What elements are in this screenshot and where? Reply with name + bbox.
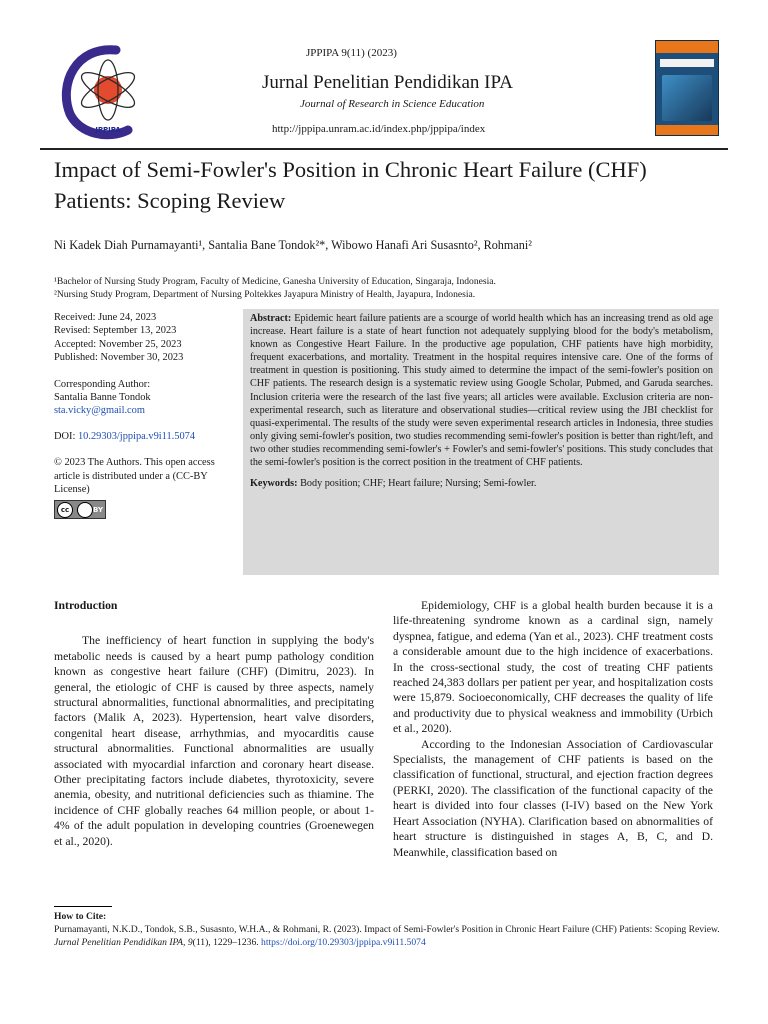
footnote-divider <box>54 906 112 907</box>
affiliation-1: ¹Bachelor of Nursing Study Program, Faculty of Medicine, Ganesha University of Education, Singaraja, Indonesia. <box>54 276 496 287</box>
journal-subtitle: Journal of Research in Science Education <box>300 98 485 110</box>
accepted-date: Accepted: November 25, 2023 <box>54 338 182 350</box>
license-text: © 2023 The Authors. This open access article is distributed under a (CC-BY License) <box>54 457 215 496</box>
journal-issue: JPPIPA 9(11) (2023) <box>306 47 397 59</box>
keywords-label: Keywords: <box>250 478 298 490</box>
logo-text: JPPIPA <box>95 126 121 134</box>
doi-line <box>54 430 234 443</box>
cover-title-band <box>660 59 714 67</box>
cite-doi-link[interactable]: https://doi.org/10.29303/jppipa.v9i11.5074 <box>261 937 426 948</box>
corresponding-email[interactable]: sta.vicky@gmail.com <box>54 405 145 417</box>
journal-url[interactable]: http://jppipa.unram.ac.id/index.php/jppipa/index <box>272 123 486 135</box>
section-heading-introduction: Introduction <box>54 599 118 612</box>
published-date: Published: November 30, 2023 <box>54 352 184 364</box>
affiliation-2: ²Nursing Study Program, Department of Nursing Poltekkes Jayapura Ministry of Health, Jayapura, Indonesia. <box>54 289 476 300</box>
body-paragraph: The inefficiency of heart function in supplying the body's metabolic needs is caused by a heart pump pathology condition known as congestive heart failure (CHF) (Dimitru, 2023). In general, the etiologic of CHF is caused by three aspects, namely structural abnormalities, functional abnormalities, and precipitating factors (Malik A, 2023). Hypertension, heart valve disorders, congenital heart disease, arrhythmias, and myocarditis cause structural abnormalities. Functional abnormalities are usually associated with myocardial infarction and coronary heart disease. Other precipitating factors include diabetes, thyrotoxicity, severe anemia, obesity, and nutritional deficiencies such as thiamine. The incidence of CHF globally reaches 64 million people, or about 1-4% of the adult population in developing countries (Groenewegen et al., 2020). <box>54 634 374 848</box>
corresponding-name: Santalia Banne Tondok <box>54 392 151 404</box>
article-authors: Ni Kadek Diah Purnamayanti¹, Santalia Bane Tondok²*, Wibowo Hanafi Ari Susasnto², Rohmani² <box>54 238 532 252</box>
cite-label: How to Cite: <box>54 911 107 922</box>
cite-journal: Jurnal Penelitian Pendidikan IPA, 9 <box>54 937 193 948</box>
journal-name: Jurnal Penelitian Pendidikan IPA <box>262 72 514 93</box>
keywords-list: Body position; CHF; Heart failure; Nursing; Semi-fowler. <box>300 478 537 490</box>
body-paragraph: Epidemiology, CHF is a global health burden because it is a life-threatening syndrome known as a cardinal sign, namely dyspnea, fatigue, and edema (Yan et al., 2023). CHF treatment costs a considerable amount due to the high incidence of exacerbations. In the cross-sectional study, the cost of treating CHF patients reached 24,383 dollars per patient per year, and hospitalization costs were 15,879. Socioeconomically, CHF decreases the quality of life and productivity due to physical weakness and immobility (Urbich et al., 2020). <box>393 599 713 736</box>
received-date: Received: June 24, 2023 <box>54 312 157 323</box>
abstract-body: Epidemic heart failure patients are a scourge of world health which has an increasing trend as old age increase. Heart failure is a state of heart function not adequately supplying blood for the body's metabolism, known as Congestive Heart Failure. In the productive age population, CHF patients have high morbidity, frequent exacerbations, and mortality. Treatment in the hospital requires intensive care. One of the forms of treatment in question is positioning. This study aimed to determine the impact of the semi-fowler's position on CHF patients. The research design is a systematic review using Google Scholar, Pubmed, and Garuda searches. Inclusion criteria were the research of the last five years; all articles were available. Exclusion criteria are non-experimental research, such as literature and observational studies—critical review using the JBI checklist for quasi-experimental. The results of the study were seven experimental research articles in Indonesia, three studies only giving semi-fowler's position, two studies recommending semi-fowler's position is better than right/left, and two other studies recommending semi-fowler's + Fowler's and semi-fowler's' positions. This study concludes that the semi-fowler's position is the correct position in the treatment of CHF patients. <box>250 313 713 469</box>
abstract-label: Abstract: <box>250 313 292 324</box>
body-column-right <box>393 598 713 860</box>
person-icon <box>77 502 93 518</box>
citation-footer <box>54 910 722 949</box>
abstract-text <box>250 312 713 469</box>
journal-header <box>0 0 768 150</box>
body-column-left <box>54 598 374 849</box>
cc-by-badge[interactable] <box>54 500 106 519</box>
article-title: Impact of Semi-Fowler's Position in Chronic Heart Failure (CHF) Patients: Scoping Review <box>54 157 647 213</box>
doi-link[interactable]: 10.29303/jppipa.v9i11.5074 <box>77 430 196 442</box>
article-info <box>54 311 234 524</box>
journal-cover-image <box>655 40 719 136</box>
by-label: BY <box>93 506 104 515</box>
revised-date: Revised: September 13, 2023 <box>54 325 177 337</box>
cc-icon: cc <box>57 502 73 518</box>
cite-text: Purnamayanti, N.K.D., Tondok, S.B., Susasnto, W.H.A., & Rohmani, R. (2023). Impact of Semi-Fowler's Position in Chronic Heart Failure (CHF) Patients: Scoping Review. Jurnal Penelitian Pendidikan IPA, 9(11), 1229–1236. https://doi.org/10.29303/jppipa.v9i11.5074 <box>54 924 720 948</box>
doi-label: DOI: <box>54 430 78 442</box>
body-paragraph: According to the Indonesian Association of Cardiovascular Specialists, the management of CHF patients is based on the classification of functional, structural, and ejection fraction degrees (PERKI, 2020). The classification of the functional capacity of the heart is divided into four classes (I-IV) based on the New York Heart Association (NYHA). Clarification based on abnormalities of heart structure is distinguished in stages A, B, C, and D. Meanwhile, classification based on <box>393 737 713 859</box>
abstract-box <box>243 309 719 575</box>
corresponding-label: Corresponding Author: <box>54 378 151 390</box>
affiliations <box>54 275 734 301</box>
header-divider <box>40 148 728 150</box>
keywords <box>250 477 713 490</box>
journal-logo-icon <box>56 44 156 140</box>
